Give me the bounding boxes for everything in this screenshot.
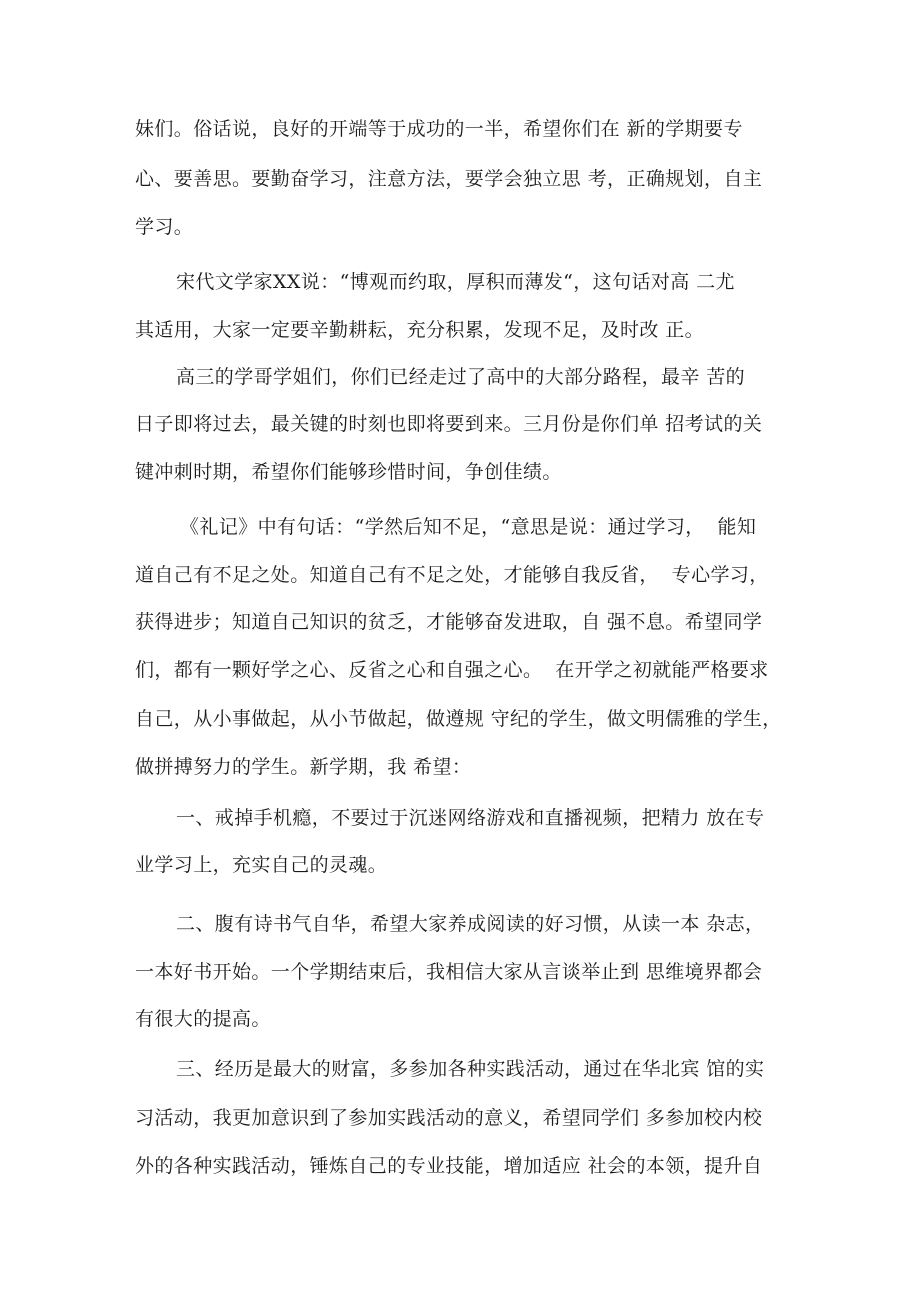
text-line: 一、戒掉手机瘾，不要过于沉迷网络游戏和直播视频，把精力 放在专 xyxy=(176,807,765,829)
text-line: 妹们。俗话说，良好的开端等于成功的一半，希望你们在 新的学期要专 xyxy=(135,118,743,140)
text-line: 有很大的提高。 xyxy=(135,1008,271,1030)
text-line: 自己，从小事做起，从小节做起，做遵规 守纪的学生，做文明儒雅的学生， xyxy=(135,708,782,730)
text-line: 学习。 xyxy=(135,216,194,238)
text-line: 一本好书开始。一个学期结束后，我相信大家从言谈举止到 思维境界都会 xyxy=(135,961,763,983)
text-line: 其适用，大家一定要辛勤耕耘，充分积累，发现不足，及时改 正。 xyxy=(135,319,705,341)
text-line: 外的各种实践活动，锤炼自己的专业技能，增加适应 社会的本领，提升自 xyxy=(135,1155,763,1177)
text-line: 日子即将过去，最关键的时刻也即将要到来。三月份是你们单 招考试的关 xyxy=(135,413,763,435)
text-line: 《礼记》中有句话：“学然后知不足，“意思是说：通过学习， 能知 xyxy=(180,516,757,538)
text-line: 习活动，我更加意识到了参加实践活动的意义，希望同学们 多参加校内校 xyxy=(135,1107,763,1129)
text-line: 三、经历是最大的财富，多参加各种实践活动，通过在华北宾 馆的实 xyxy=(176,1058,765,1080)
text-line: 获得进步；知道自己知识的贫乏，才能够奋发进取，自 强不息。希望同学 xyxy=(135,611,763,633)
text-line: 做拼搏努力的学生。新学期，我 希望： xyxy=(135,756,472,778)
text-line: 道自己有不足之处。知道自己有不足之处，才能够自我反省， 专心学习， xyxy=(135,564,769,586)
text-line: 二、腹有诗书气自华，希望大家养成阅读的好习惯，从读一本 杂志， xyxy=(176,913,765,935)
text-line: 键冲刺时期，希望你们能够珍惜时间，争创佳绩。 xyxy=(135,461,562,483)
text-line: 宋代文学家XX说：“博观而约取，厚积而薄发“，这句话对高 二尤 xyxy=(176,271,735,293)
text-line: 们，都有一颗好学之心、反省之心和自强之心。 在开学之初就能严格要求 xyxy=(135,659,769,681)
text-line: 业学习上，充实自己的灵魂。 xyxy=(135,854,388,876)
text-line: 心、要善思。要勤奋学习，注意方法，要学会独立思 考，正确规划，自主 xyxy=(135,168,763,190)
text-line: 高三的学哥学姐们，你们已经走过了高中的大部分路程，最辛 苦的 xyxy=(176,366,746,388)
